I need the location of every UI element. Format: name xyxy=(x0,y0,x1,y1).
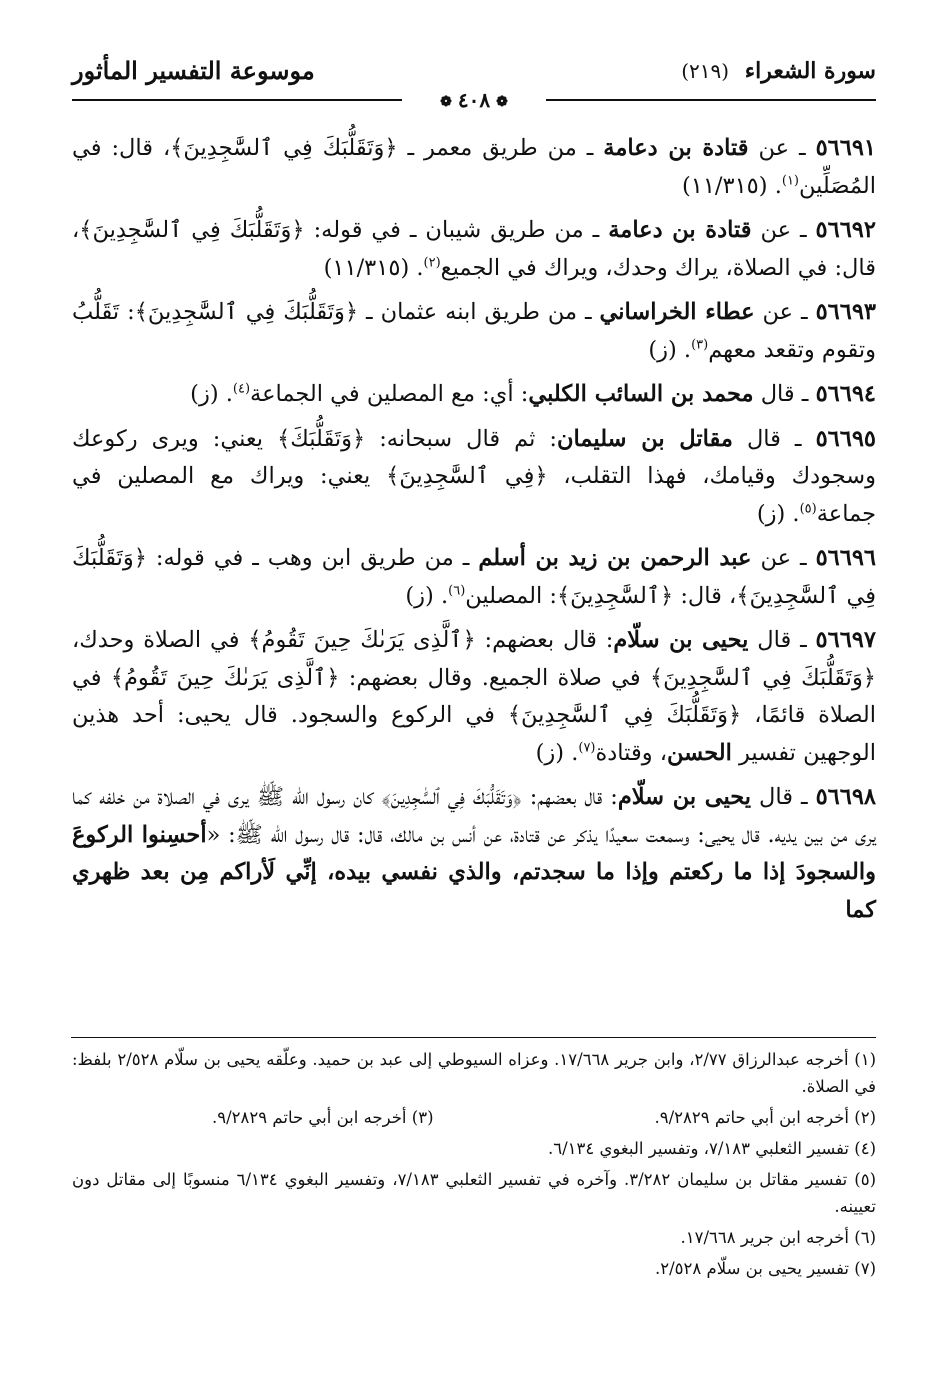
footnote-1: (١) أخرجه عبدالرزاق ٢/٧٧، وابن جرير ١٧/٦٦٨. وعزاه السيوطي إلى عبد بن حميد. وعلّقه يحيى بن سلّام ٢/٥٢٨ بلفظ: في الصلاة. xyxy=(72,1050,876,1096)
hadith-text: أحسِنوا الركوعَ والسجودَ إذا ما ركعتم وإذا ما سجدتم، والذي نفسي بيده، إنِّي لَأراكم مِن بعد ظهري كما xyxy=(72,821,876,923)
entry-number: ٥٦٦٩١ xyxy=(815,135,876,161)
entry-56695 xyxy=(72,421,876,534)
entry-number: ٥٦٦٩٥ xyxy=(815,425,876,452)
entry-56697 xyxy=(72,622,876,772)
footnote-ref: (٤) xyxy=(232,381,251,397)
footnote-5: (٥) تفسير مقاتل بن سليمان ٣/٢٨٢. وآخره في تفسير الثعلبي ٧/١٨٣، وتفسير البغوي ٦/١٣٤ منسوبًا إلى مقاتل دون تعيينه. xyxy=(72,1170,876,1216)
footnote-3: (٣) أخرجه ابن أبي حاتم ٩/٢٨٢٩. xyxy=(212,1108,434,1127)
text-run: ـ من طريق معمر ـ xyxy=(397,135,604,161)
entry-56698 xyxy=(72,779,876,929)
text-run: . (ز) xyxy=(190,381,233,407)
quran-verse: ﴿وَتَقَلُّبَكَ فِي ٱلسَّٰجِدِينَ﴾ xyxy=(72,545,876,609)
footnote-ref: (٦) xyxy=(448,583,466,598)
text-run: ـ قال xyxy=(732,425,816,452)
text-run: : أي: مع المصلين في الجماعة xyxy=(250,381,529,407)
text-run: ـ عن xyxy=(751,217,816,243)
surah-header xyxy=(681,58,876,84)
surah-name: سورة الشعراء xyxy=(744,58,876,84)
quran-verse: ﴿وَتَقَلُّبَكَ﴾ xyxy=(277,425,366,452)
quran-verse: ﴿وَتَقَلُّبَكَ فِي ٱلسَّٰجِدِينَ﴾ xyxy=(381,784,522,810)
entry-number: ٥٦٦٩٣ xyxy=(815,299,876,325)
narrator-name: يحيى بن سلّام xyxy=(613,627,749,653)
page-number-block xyxy=(434,88,514,112)
text-run: . (ز) xyxy=(756,500,800,527)
entry-number: ٥٦٦٩٤ xyxy=(815,381,876,407)
text-run: ـ عن xyxy=(748,135,816,161)
ornament-icon: ❁ xyxy=(440,93,452,110)
quran-verse: ﴿وَتَقَلُّبَكَ فِي ٱلسَّٰجِدِينَ﴾ xyxy=(649,664,876,691)
footnote-ref: (٣) xyxy=(691,337,709,352)
footnote-pair xyxy=(72,1104,876,1131)
text-run: . (ز) xyxy=(535,739,579,766)
footnote-4: (٤) تفسير الثعلبي ٧/١٨٣، وتفسير البغوي ٦/١٣٤. xyxy=(547,1139,876,1158)
text-run: ـ قال xyxy=(748,627,816,653)
narrator-name: مقاتل بن سليمان xyxy=(557,425,733,452)
text-run: : قال بعضهم: xyxy=(521,784,618,810)
page-number: ٤٠٨ xyxy=(457,88,491,112)
narrator-name: يحيى بن سلّام xyxy=(617,784,752,810)
text-run: في الركوع والسجود. قال يحيى: أحد هذين الوجهين تفسير xyxy=(72,702,876,766)
entry-56692 xyxy=(72,212,876,287)
header-rule-left xyxy=(72,99,402,101)
footnote-6: (٦) أخرجه ابن جرير ١٧/٦٦٨. xyxy=(680,1228,876,1247)
book-title: موسوعة التفسير المأثور xyxy=(72,56,315,85)
text-run: ـ من طريق ابن وهب ـ في قوله: xyxy=(146,545,479,571)
footnote-ref: (٢) xyxy=(423,255,441,270)
text-run: : ثم قال سبحانه: xyxy=(365,425,558,452)
entry-number: ٥٦٦٩٦ xyxy=(815,545,876,571)
text-run: في الصلاة وحدك، xyxy=(72,627,249,653)
text-run: يعني: ويرى ركوعك وسجودك وقيامك، فهذا التقلب، xyxy=(72,425,877,489)
text-run: ، وقتادة xyxy=(595,739,667,766)
quran-verse: ﴿وَتَقَلُّبَكَ فِي ٱلسَّٰجِدِينَ﴾ xyxy=(134,299,359,325)
footnote-ref: (٥) xyxy=(799,501,817,516)
entry-56691 xyxy=(72,130,876,205)
entry-56696 xyxy=(72,540,876,615)
text-run: ـ قال xyxy=(751,784,816,810)
text-run: في صلاة الجميع. وقال بعضهم: xyxy=(339,664,650,691)
text-run: كان رسول الله ﷺ يرى في الصلاة من خلفه كما يرى من بين يديه. قال يحيى: وسمعت سعيدًا يذكر عن قتادة، عن أنس بن مالك، قال: قال رسول الله ﷺ: « xyxy=(72,784,877,848)
entry-56694 xyxy=(72,376,876,414)
footnote-2: (٢) أخرجه ابن أبي حاتم ٩/٢٨٢٩. xyxy=(654,1108,876,1127)
text-run: ، قال: في الصلاة، يراك وحدك، ويراك في الجميع xyxy=(72,217,876,281)
page-number-rule xyxy=(72,88,876,112)
text-run: ، قال: في المُصَلِّين xyxy=(72,135,876,199)
entry-number: ٥٦٦٩٢ xyxy=(815,217,876,243)
entry-number: ٥٦٦٩٨ xyxy=(815,784,876,810)
text-run: ـ من طريق شيبان ـ في قوله: xyxy=(304,217,609,243)
quran-verse: ﴿وَتَقَلُّبَكَ فِي ٱلسَّٰجِدِينَ﴾ xyxy=(507,702,742,728)
quran-verse: ﴿ٱلسَّٰجِدِينَ﴾ xyxy=(557,582,674,609)
ornament-icon: ❁ xyxy=(496,93,508,110)
text-run: ، قال: xyxy=(673,582,737,609)
narrator-name: عبد الرحمن بن زيد بن أسلم xyxy=(478,545,752,571)
footnote-ref: (١) xyxy=(781,173,799,188)
entry-number: ٥٦٦٩٧ xyxy=(815,627,876,653)
text-run: ـ قال xyxy=(753,381,816,407)
main-text xyxy=(72,130,876,936)
narrator-name: عطاء الخراساني xyxy=(599,299,755,325)
narrator-name: قتادة بن دعامة xyxy=(608,217,752,243)
quran-verse: ﴿ٱلَّذِى يَرَىٰكَ حِينَ تَقُومُ﴾ xyxy=(110,664,340,691)
text-run: في الصلاة قائمًا، xyxy=(72,664,877,728)
text-run: : المصلين xyxy=(465,582,557,609)
text-run: : تَقَلُّبُ وتقوم وتقعد معهم xyxy=(72,299,876,363)
text-run: ـ عن xyxy=(754,299,816,325)
footnote-7: (٧) تفسير يحيى بن سلّام ٢/٥٢٨. xyxy=(655,1259,876,1278)
entry-56693 xyxy=(72,294,876,369)
text-run: ـ عن xyxy=(751,545,816,571)
narrator-name: قتادة بن دعامة xyxy=(603,135,749,161)
text-run: يعني: ويراك مع المصلين في جماعة xyxy=(72,463,876,527)
quran-verse: ﴿وَتَقَلُّبَكَ فِي ٱلسَّٰجِدِينَ﴾ xyxy=(170,135,398,161)
text-run: . (١١/٣١٥) xyxy=(323,254,424,281)
narrator-name: محمد بن السائب الكلبي xyxy=(528,381,754,407)
quran-verse: ﴿وَتَقَلُّبَكَ فِي ٱلسَّٰجِدِينَ﴾ xyxy=(79,217,305,243)
header-rule-right xyxy=(546,99,876,101)
text-run: : قال بعضهم: xyxy=(475,627,614,653)
ayah-number: (٢١٩) xyxy=(681,59,730,83)
footnote-separator xyxy=(71,1037,876,1038)
quran-verse: ﴿فِي ٱلسَّٰجِدِينَ﴾ xyxy=(386,463,548,489)
footnote-ref: (٧) xyxy=(578,740,596,755)
text-run: . (ز) xyxy=(648,336,692,363)
narrator-name: الحسن xyxy=(667,739,732,766)
text-run: . (ز) xyxy=(405,582,449,609)
footnotes xyxy=(72,1046,876,1286)
text-run: ـ من طريق ابنه عثمان ـ xyxy=(358,299,600,325)
text-run: . (١١/٣١٥) xyxy=(681,172,782,199)
quran-verse: ﴿ٱلَّذِى يَرَىٰكَ حِينَ تَقُومُ﴾ xyxy=(248,627,476,653)
